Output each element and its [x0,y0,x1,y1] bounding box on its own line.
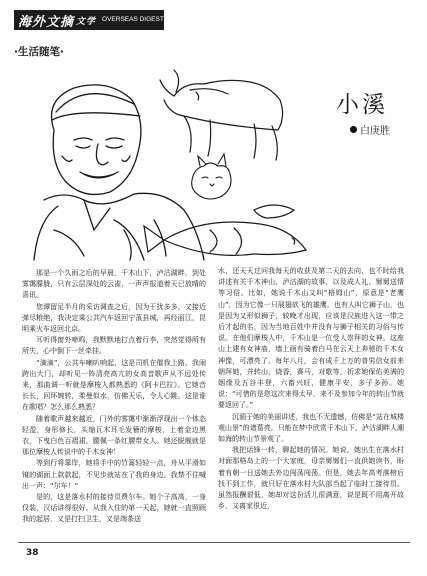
author-name: 白庚胜 [360,126,390,137]
collar [84,200,110,230]
footer-divider [18,542,410,543]
buffalo-horns [160,70,179,96]
body-column-left [22,268,206,526]
fish-drawing [144,205,306,255]
paragraph: 耳听得窗外啼鸣，我默默地打点着行李，突然觉得所有所失，心中倒下一丝牵挂。 [22,336,206,356]
right-eye [106,138,124,140]
article-author [350,122,390,137]
magazine-masthead [14,10,164,30]
magazine-logo: 海外文摘 [18,14,75,30]
page-number: 38 [26,548,39,558]
section-tag: ·生活随笔· [14,46,64,58]
paragraph: 您谭留足半月的采访调查之后，因为干扰多多，又接近弹尽粮绝，我决定乘公共汽车返回宁蒗县城，再经丽江，昆明乘火车返回北京。 [22,302,206,334]
paragraph: 水，还天天过问我每天的收获及第二天的去向，也不时给我讲述有关千木神山、泸沽湖的故事，以及成人礼、舅舅送情等习俗。比如，她说千木山又叫“格姆山”，原意是“老鹰山”，因为它像一只展翅欲飞的雄鹰。也有人叫它狮子山，也是因为又形似狮子，较晚才出现，应该是汉族进入这一带之后才起的名，因为当地百姓中并没有与狮子相关的习俗与传说。在他们摩梭人中，千木山是一位受人崇拜的女神。这座山上建有女神庙，墙上画有骑着白马在云天上奔驰的千木女神像，可漂亮了。每年八月，会有成千上万的普男信女前来朝拜她，并转山，烧香，赛马，对歌等，祈求她保佑美满的姻缘及五谷丰登，六畜兴旺，健康平安，多子多孙。她说：“可惜的是您这次来得太早，来不及参加今年的转山节就要返回了。” [218,267,404,410]
paragraph: 我把话锋一转，聊起她的情况。她说，她出生在落水村对面那格岛上的一个大家庭，母亲舅舅们一直供她读书，盼着有朝一日送她去外边闯荡闯荡。但是，她去年高考落榜后找不到工作，就只好在落水村大队部当起了临时工接待员。虽然报酬很低，她却对这份活儿很满意，说是既不用离开故乡，又离家很近， [218,446,404,511]
left-eye [74,138,92,140]
nose [96,144,108,165]
article-title: 小溪 [336,92,388,118]
magazine-english-name: OVERSEAS DIGEST [102,16,164,23]
paragraph: 是的，这是落水村的接待员费尔车。她个子高高，一身仅装，汉话讲得很好。从我入住的第一天起，她就一直照顾我的起居，又是打扫卫生，又是端茶送 [22,493,206,524]
paragraph: 沉湎于她的美丽讲述，我也不无遗憾，仿佛是“站在城楼观山景”的诸葛亮，只能在梦中欣赏千木山下，泸沽湖畔人潮如海的转山节景观了。 [218,412,404,444]
paragraph: “滴滴”，公共车喇叭响起，这是司机在催我上路。我闹跨出大门，却听见一阵清亮高亢的女高音歌声从不远处传来，那曲调一听就是摩梭人都熟悉的《阿卡巴拉》。它她音长长，回环婉转，柔曼似水，仿佛天乐，令人心跳。这是谁在歌唱？怎么那么熟悉？ [22,358,206,412]
paragraph: 随着歌声越来越近，门外的雾霭中渐渐浮现出一个体态轻盈，身形修长，头缩瓦木耳毛发簪的摩梭，上着金边黑衣，下曳白色百褶裙，腰佩一条红腰带女人。她还脱舰就是那位摩梭人传说中的千木女神！ [22,414,206,457]
body-column-right [218,266,404,512]
ink-illustration [14,60,314,268]
paragraph: 那是一个久雨之后的早晨，千木山下，泸沽湖畔，到处雾霭朦胧，只有云层深处的云雀，一声声报道着天已放晴的喜讯。 [22,269,206,300]
hair-band [56,94,134,112]
magazine-logo-suffix: 文学 [76,16,97,27]
cat-drawing [192,154,231,199]
buffalo-drawing [160,70,283,160]
paragraph: 等到行将靠岸，她将手中的竹篙轻轻一点，舟从平滑如镜的湖面上款款起，不见步就站在了我的身边。我禁不住喊出一声：“尔车！” [22,459,206,490]
bullet-icon [350,126,357,133]
